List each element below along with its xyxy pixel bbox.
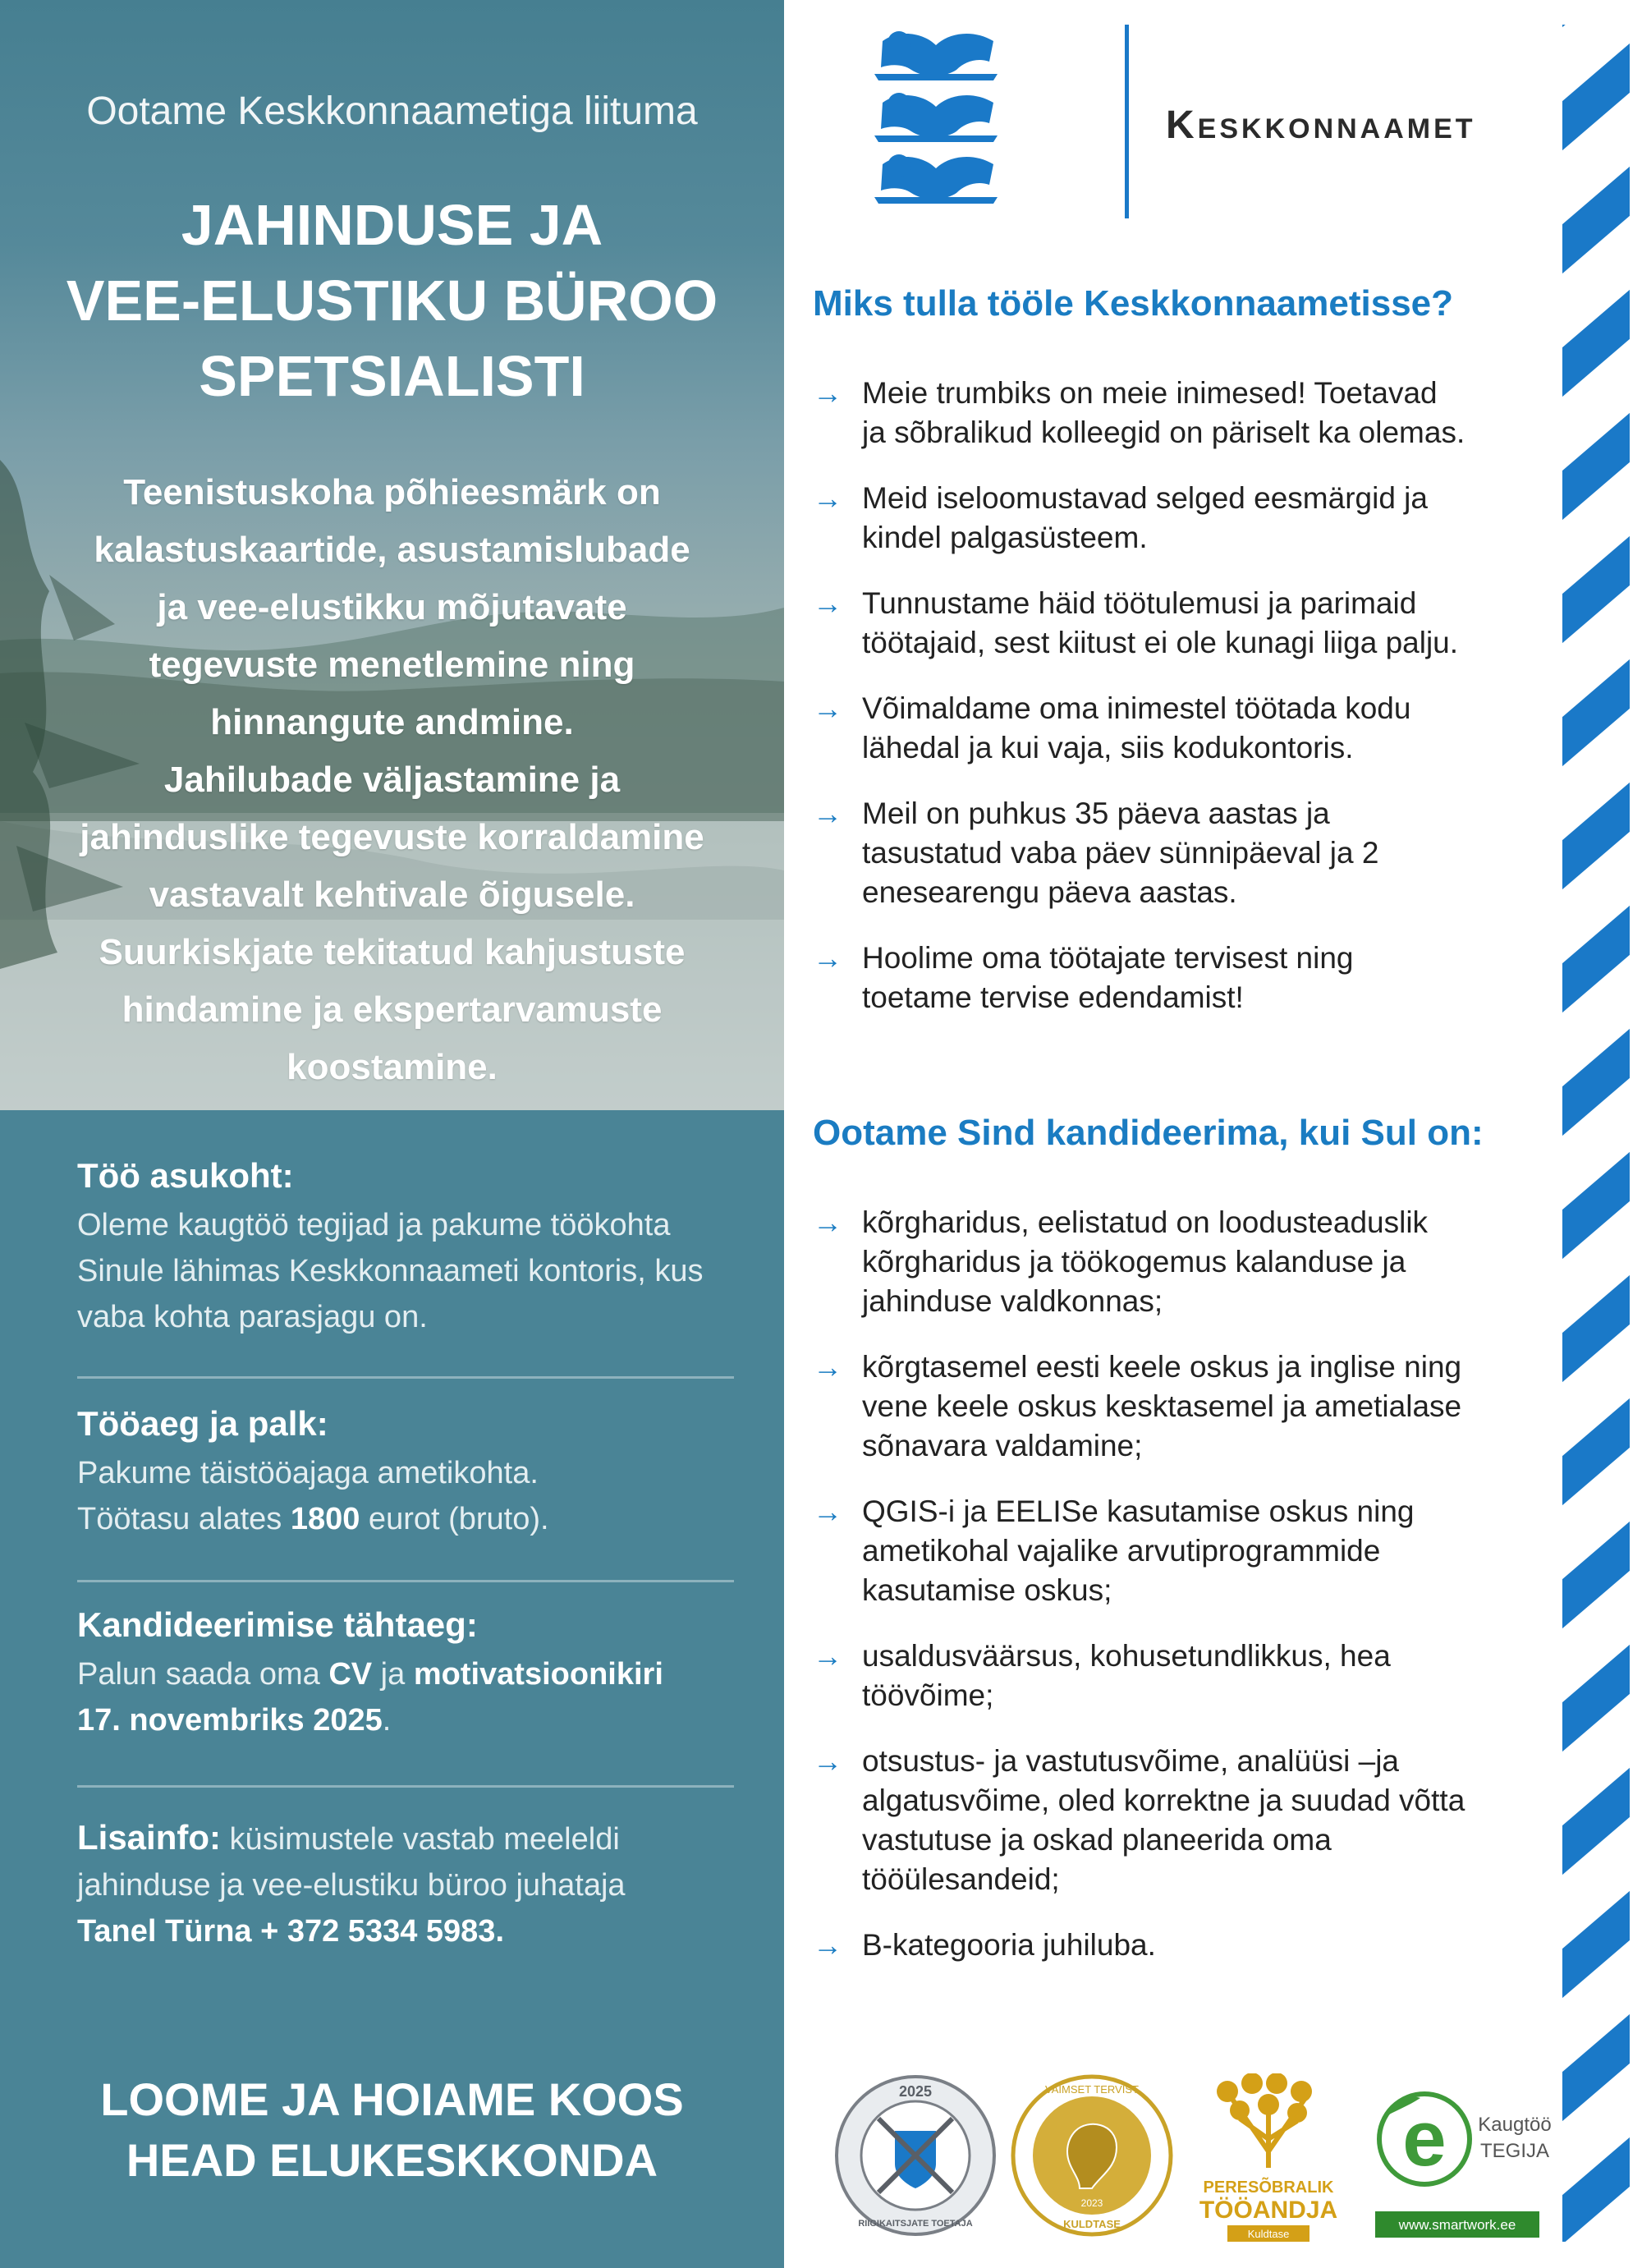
- list-item: [813, 1637, 1519, 1715]
- list-item: [813, 374, 1519, 452]
- contact-label: Lisainfo:: [77, 1818, 221, 1857]
- job-title-line: SPETSIALISTI: [199, 344, 585, 408]
- letter-text: motivatsioonikiri: [413, 1657, 663, 1692]
- list-item: [813, 584, 1519, 663]
- arrow-icon: →: [813, 376, 842, 410]
- list-item-line: ja sõbralikud kolleegid on päriselt ka olemas.: [862, 415, 1465, 449]
- list-item-line: vastutuse ja oskad planeerida oma: [862, 1823, 1332, 1857]
- list-item-line: usaldusväärsus, kohusetundlikkus, hea: [862, 1639, 1391, 1673]
- worktime-heading: Tööaeg ja palk:: [77, 1404, 328, 1443]
- why-list: [813, 374, 1519, 1044]
- list-item-line: kõrgtasemel eesti keele oskus ja inglise ning: [862, 1350, 1462, 1384]
- contact-person-line: [77, 1908, 734, 1954]
- contact-line: jahinduse ja vee-elustiku büroo juhataja: [77, 1868, 626, 1903]
- salary-suffix: eurot (bruto).: [360, 1502, 549, 1536]
- logo-divider: [1125, 25, 1129, 218]
- why-heading: Miks tulla tööle Keskkonnaametisse?: [813, 283, 1454, 324]
- defenders-supporter-badge-icon: [833, 2073, 998, 2238]
- description-line: jahinduslike tegevuste korraldamine: [80, 817, 704, 857]
- decorative-stripe-border: [1556, 0, 1642, 2268]
- arrow-icon: →: [813, 1350, 842, 1384]
- section-divider: [77, 1785, 734, 1788]
- salary-prefix: Töötasu alates: [77, 1502, 291, 1536]
- requirements-heading: Ootame Sind kandideerima, kui Sul on:: [813, 1113, 1484, 1153]
- list-item-line: enesearengu päeva aastas.: [862, 875, 1237, 909]
- list-item-line: töövõime;: [862, 1678, 994, 1712]
- description-line: hindamine ja ekspertarvamuste: [122, 989, 663, 1030]
- family-friendly-employer-badge-icon: [1195, 2073, 1342, 2246]
- list-item: [813, 939, 1519, 1017]
- deadline-and: ja: [372, 1657, 414, 1692]
- arrow-icon: →: [813, 941, 842, 975]
- hero-section: [0, 0, 784, 1110]
- remote-badge-line1: Kaugtöö: [1478, 2114, 1552, 2136]
- description-line: vastavalt kehtivale õigusele.: [149, 875, 635, 915]
- arrow-icon: →: [813, 586, 842, 620]
- family-badge-line1: PERESÕBRALIK: [1203, 2178, 1334, 2197]
- slogan-line: HEAD ELUKESKKONDA: [126, 2134, 658, 2186]
- three-lions-coat-of-arms-icon: [866, 25, 1006, 222]
- description-line: ja vee-elustikku mõjutavate: [157, 587, 627, 627]
- description-line: kalastuskaartide, asustamislubade: [94, 530, 690, 570]
- list-item-line: Võimaldame oma inimestel töötada kodu: [862, 691, 1411, 725]
- requirements-list: [813, 1203, 1519, 1991]
- section-divider: [77, 1376, 734, 1379]
- deadline-heading: Kandideerimise tähtaeg:: [77, 1605, 478, 1644]
- arrow-icon: →: [813, 1494, 842, 1528]
- health-badge-bottom: KULDTASE: [1063, 2218, 1121, 2230]
- worktime-line: Pakume täistööajaga ametikohta.: [77, 1456, 539, 1490]
- job-title-line: JAHINDUSE JA: [181, 193, 603, 257]
- award-badges: [833, 2073, 1556, 2246]
- health-badge-year: 2023: [1080, 2197, 1103, 2209]
- job-title-line: VEE-ELUSTIKU BÜROO: [66, 269, 718, 333]
- location-heading: Töö asukoht:: [77, 1156, 294, 1195]
- job-title: [49, 187, 735, 414]
- slogan: [0, 2069, 784, 2191]
- list-item: [813, 1926, 1519, 1965]
- list-item: [813, 479, 1519, 558]
- list-item: [813, 1742, 1519, 1899]
- logo-name: Keskkonnaamet: [1166, 103, 1476, 147]
- contact-section: [77, 1815, 734, 1954]
- list-item-line: kindel palgasüsteem.: [862, 521, 1148, 554]
- list-item-line: QGIS-i ja EELISe kasutamise oskus ning: [862, 1494, 1415, 1528]
- description-line: tegevuste menetlemine ning: [149, 645, 635, 685]
- location-line: Oleme kaugtöö tegijad ja pakume töökohta: [77, 1208, 671, 1242]
- list-item-line: B-kategooria juhiluba.: [862, 1928, 1156, 1962]
- list-item-line: Meid iseloomustavad selged eesmärgid ja: [862, 481, 1428, 515]
- list-item-line: algatusvõime, oled korrektne ja suudad võtta: [862, 1784, 1465, 1817]
- description-line: hinnangute andmine.: [210, 702, 574, 742]
- description-line: Teenistuskoha põhieesmärk on: [123, 472, 661, 512]
- remote-work-badge-icon: [1359, 2073, 1556, 2246]
- keskkonnaamet-logo: [866, 25, 1523, 222]
- location-section: [77, 1156, 734, 1340]
- deadline-date-line: [77, 1697, 734, 1743]
- list-item-line: Meie trumbiks on meie inimesed! Toetavad: [862, 376, 1438, 410]
- mental-health-badge-icon: [1010, 2073, 1174, 2238]
- list-item-line: jahinduse valdkonnas;: [862, 1284, 1163, 1318]
- cv-text: CV: [328, 1657, 373, 1692]
- family-badge-line2: TÖÖANDJA: [1199, 2197, 1338, 2224]
- slogan-line: LOOME JA HOIAME KOOS: [100, 2073, 684, 2125]
- contact-text: küsimustele vastab meeleldi: [221, 1822, 620, 1857]
- list-item-line: toetame tervise edendamist!: [862, 980, 1244, 1014]
- list-item-line: kõrgharidus ja töökogemus kalanduse ja: [862, 1245, 1406, 1279]
- arrow-icon: →: [813, 797, 842, 830]
- salary-amount: 1800: [290, 1502, 360, 1536]
- list-item-line: ametikohal vajalike arvutiprogrammide: [862, 1534, 1381, 1568]
- health-badge-top: VAIMSET TERVIST: [1045, 2083, 1139, 2096]
- deadline-period: .: [382, 1703, 392, 1738]
- section-divider: [77, 1580, 734, 1582]
- defenders-badge-text: RIIGIKAITSJATE TOETAJA: [858, 2219, 973, 2229]
- description-line: koostamine.: [287, 1047, 498, 1087]
- list-item-line: töötajaid, sest kiitust ei ole kunagi liiga palju.: [862, 626, 1459, 659]
- contact-person: Tanel Türna + 372 5334 5983.: [77, 1914, 504, 1949]
- arrow-icon: →: [813, 1639, 842, 1673]
- intro-text: Ootame Keskkonnaametiga liituma: [86, 90, 698, 133]
- list-item-line: kõrgharidus, eelistatud on loodusteaduslik: [862, 1205, 1429, 1239]
- list-item: [813, 794, 1519, 912]
- list-item-line: tasustatud vaba päev sünnipäeval ja 2: [862, 836, 1379, 870]
- list-item-line: Hoolime oma töötajate tervisest ning: [862, 941, 1354, 975]
- location-line: vaba kohta parasjagu on.: [77, 1300, 428, 1334]
- list-item-line: otsustus- ja vastutusvõime, analüüsi –ja: [862, 1744, 1400, 1778]
- list-item-line: lähedal ja kui vaja, siis kodukontoris.: [862, 731, 1354, 764]
- list-item-line: sõnavara valdamine;: [862, 1429, 1143, 1462]
- list-item: [813, 689, 1519, 768]
- list-item-line: tööülesandeid;: [862, 1862, 1060, 1896]
- remote-badge-url: www.smartwork.ee: [1398, 2217, 1516, 2233]
- arrow-icon: →: [813, 481, 842, 515]
- defenders-badge-year: 2025: [898, 2083, 933, 2100]
- arrow-icon: →: [813, 1928, 842, 1962]
- list-item-line: kasutamise oskus;: [862, 1573, 1112, 1607]
- job-description: [66, 464, 718, 1096]
- arrow-icon: →: [813, 1744, 842, 1778]
- arrow-icon: →: [813, 1205, 842, 1239]
- location-line: Sinule lähimas Keskkonnaameti kontoris, kus: [77, 1254, 704, 1288]
- list-item-line: Meil on puhkus 35 päeva aastas ja: [862, 797, 1330, 830]
- right-panel: [784, 0, 1642, 2268]
- deadline-section: [77, 1605, 734, 1743]
- remote-badge-line2: TEGIJA: [1479, 2140, 1550, 2162]
- list-item: [813, 1203, 1519, 1321]
- arrow-icon: →: [813, 691, 842, 725]
- deadline-date: 17. novembriks 2025: [77, 1703, 383, 1738]
- list-item: [813, 1492, 1519, 1610]
- list-item-line: vene keele oskus kesktasemel ja ametialase: [862, 1389, 1462, 1423]
- contact-line: [77, 1815, 734, 1862]
- worktime-section: [77, 1404, 734, 1542]
- list-item-line: Tunnustame häid töötulemusi ja parimaid: [862, 586, 1417, 620]
- deadline-prefix: Palun saada oma: [77, 1657, 329, 1692]
- left-panel: [0, 0, 784, 2268]
- deadline-line: [77, 1651, 734, 1697]
- remote-badge-letter: e: [1402, 2095, 1447, 2183]
- list-item: [813, 1347, 1519, 1466]
- salary-line: [77, 1496, 734, 1542]
- description-line: Suurkiskjate tekitatud kahjustuste: [99, 932, 686, 972]
- family-badge-line3: Kuldtase: [1247, 2228, 1290, 2240]
- description-line: Jahilubade väljastamine ja: [163, 760, 621, 800]
